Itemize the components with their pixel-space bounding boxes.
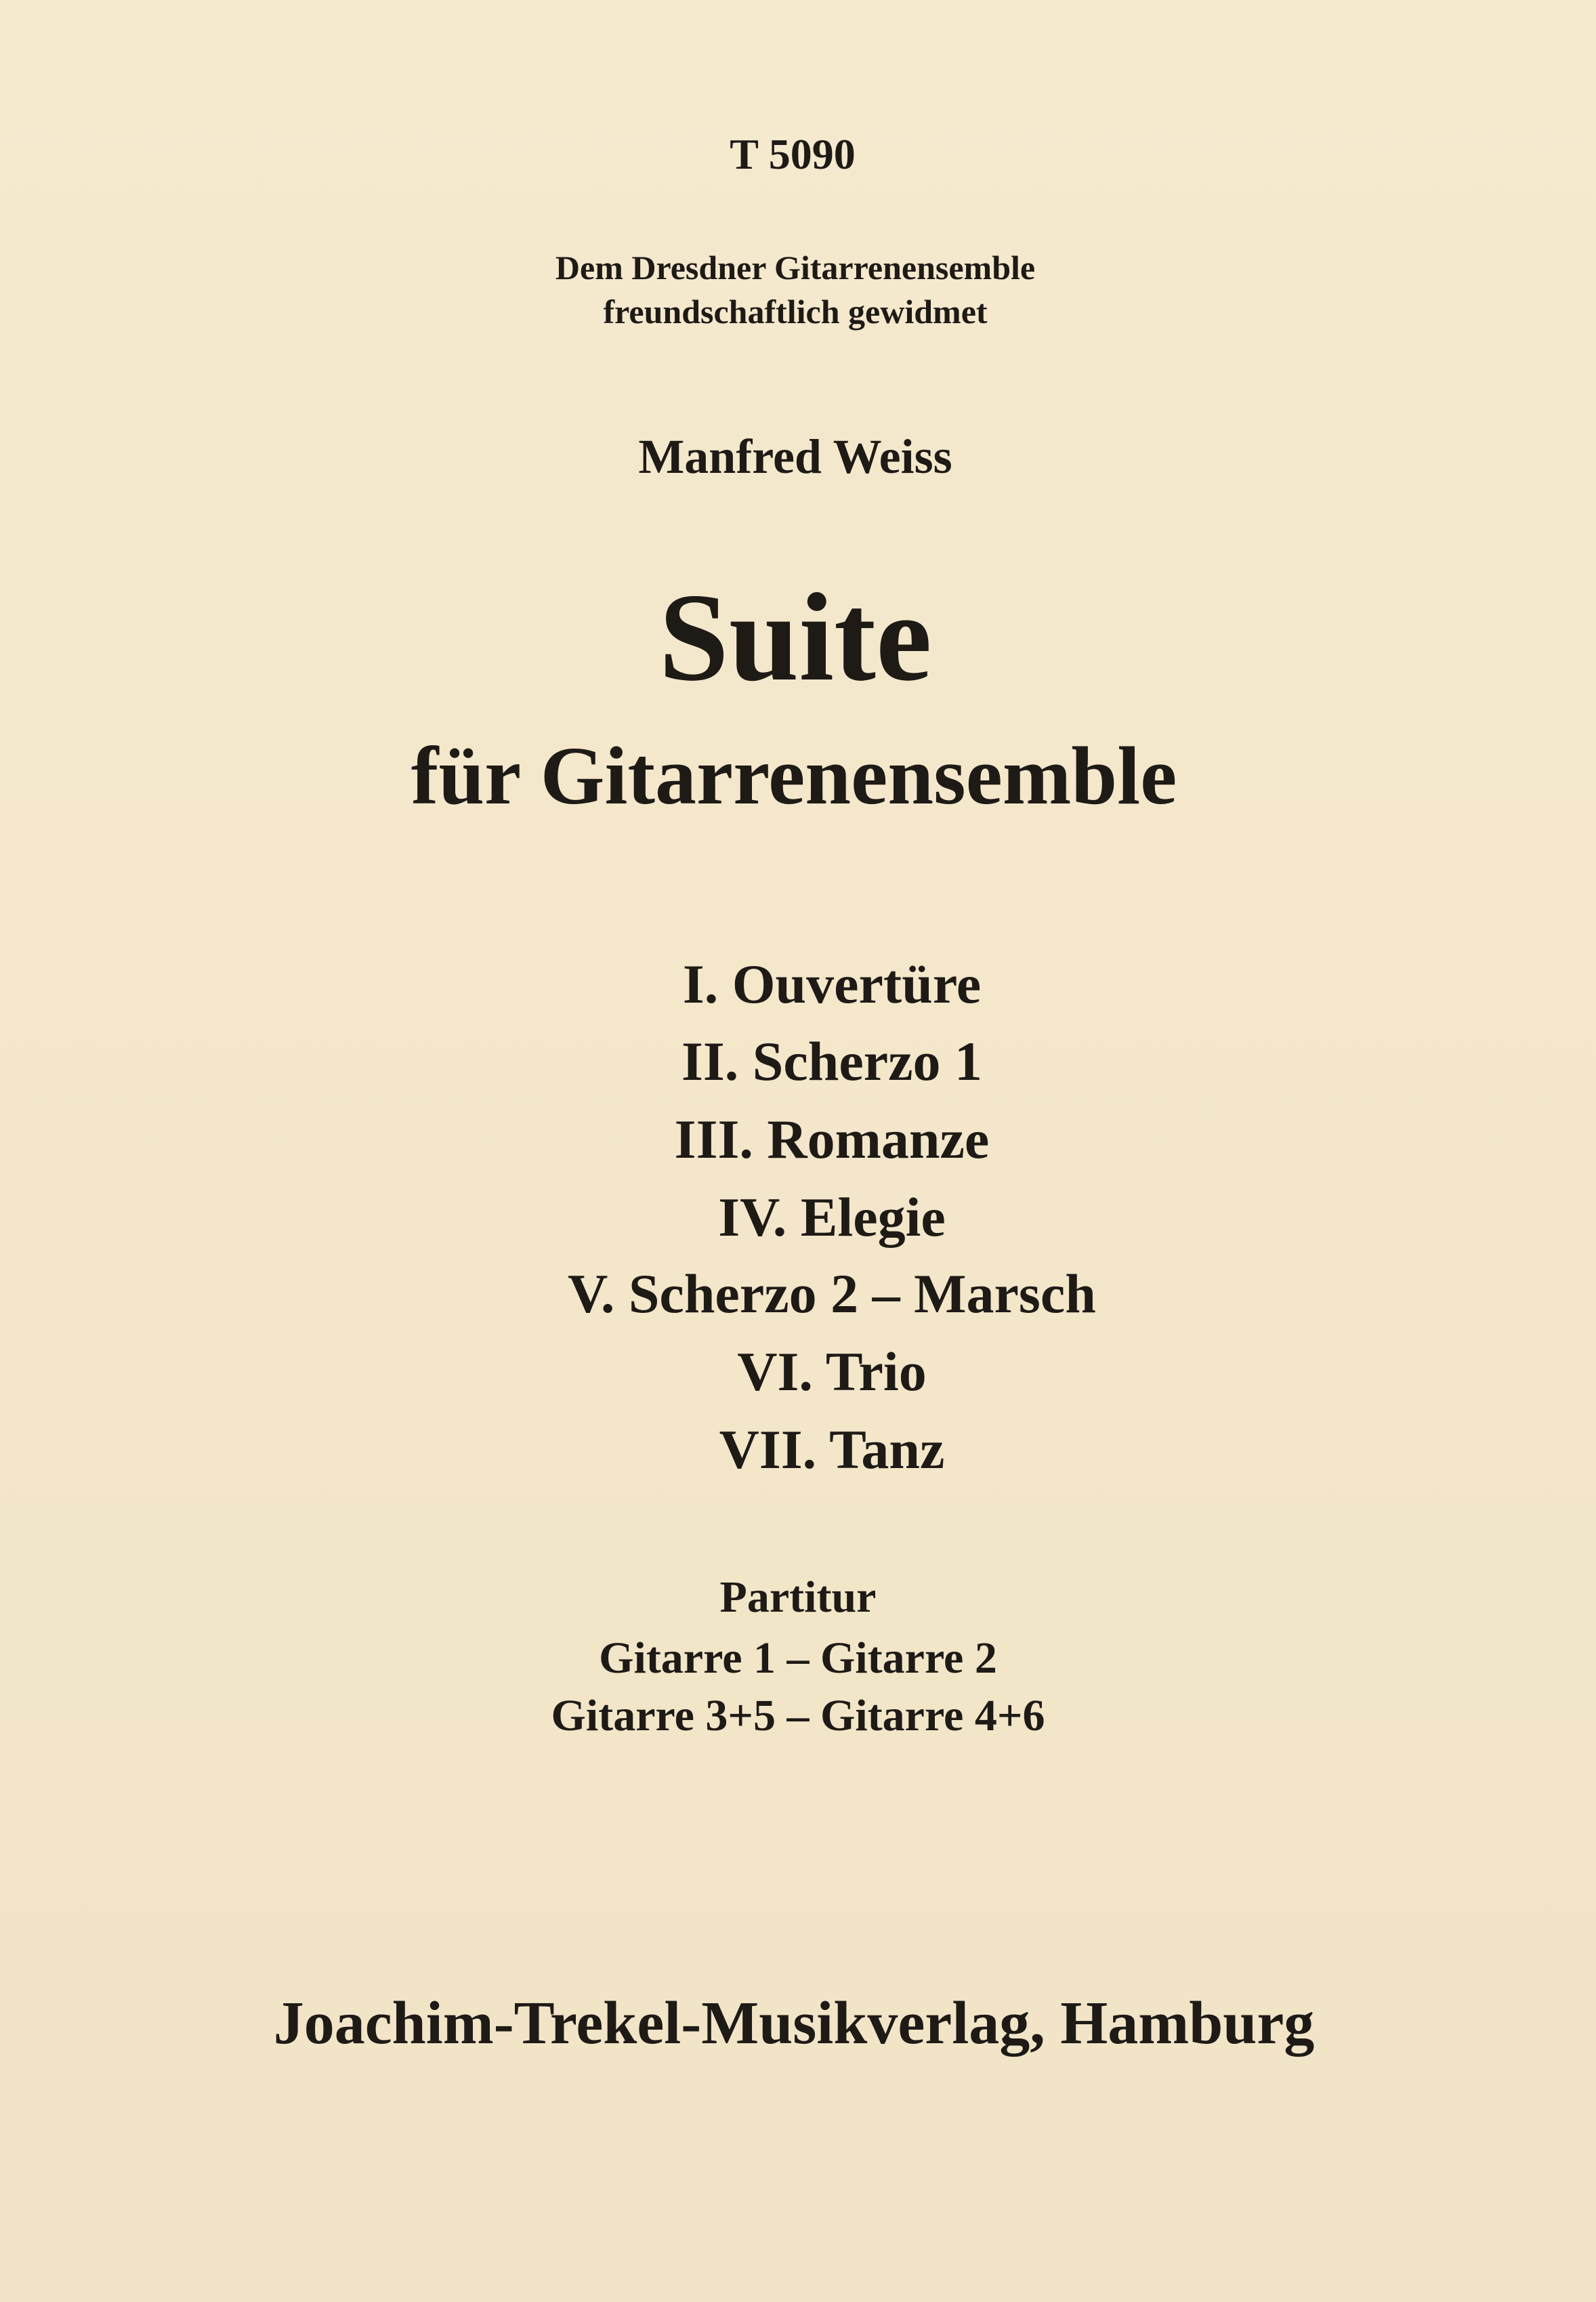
movement-item: II. Scherzo 1	[681, 1030, 983, 1092]
movement-item: I. Ouvertüre	[682, 953, 982, 1015]
movement-item: IV. Elegie	[718, 1186, 946, 1248]
catalog-number: T 5090	[730, 130, 856, 178]
dedication-line-1: Dem Dresdner Gitarrenensemble	[555, 249, 1036, 287]
movement-item: VII. Tanz	[719, 1419, 945, 1480]
dedication-line-2: freundschaftlich gewidmet	[603, 293, 988, 331]
parts-item: Gitarre 1 – Gitarre 2	[599, 1633, 997, 1683]
movement-item: III. Romanze	[674, 1108, 990, 1170]
work-title: Suite	[658, 568, 932, 707]
work-subtitle: für Gitarrenensemble	[411, 730, 1177, 822]
parts-item: Gitarre 3+5 – Gitarre 4+6	[551, 1691, 1045, 1740]
movement-item: V. Scherzo 2 – Marsch	[568, 1263, 1096, 1324]
parts-item: Partitur	[719, 1572, 877, 1622]
composer-name: Manfred Weiss	[638, 430, 952, 484]
movement-item: VI. Trio	[737, 1341, 927, 1402]
publisher-name: Joachim-Trekel-Musikverlag, Hamburg	[273, 1990, 1315, 2057]
